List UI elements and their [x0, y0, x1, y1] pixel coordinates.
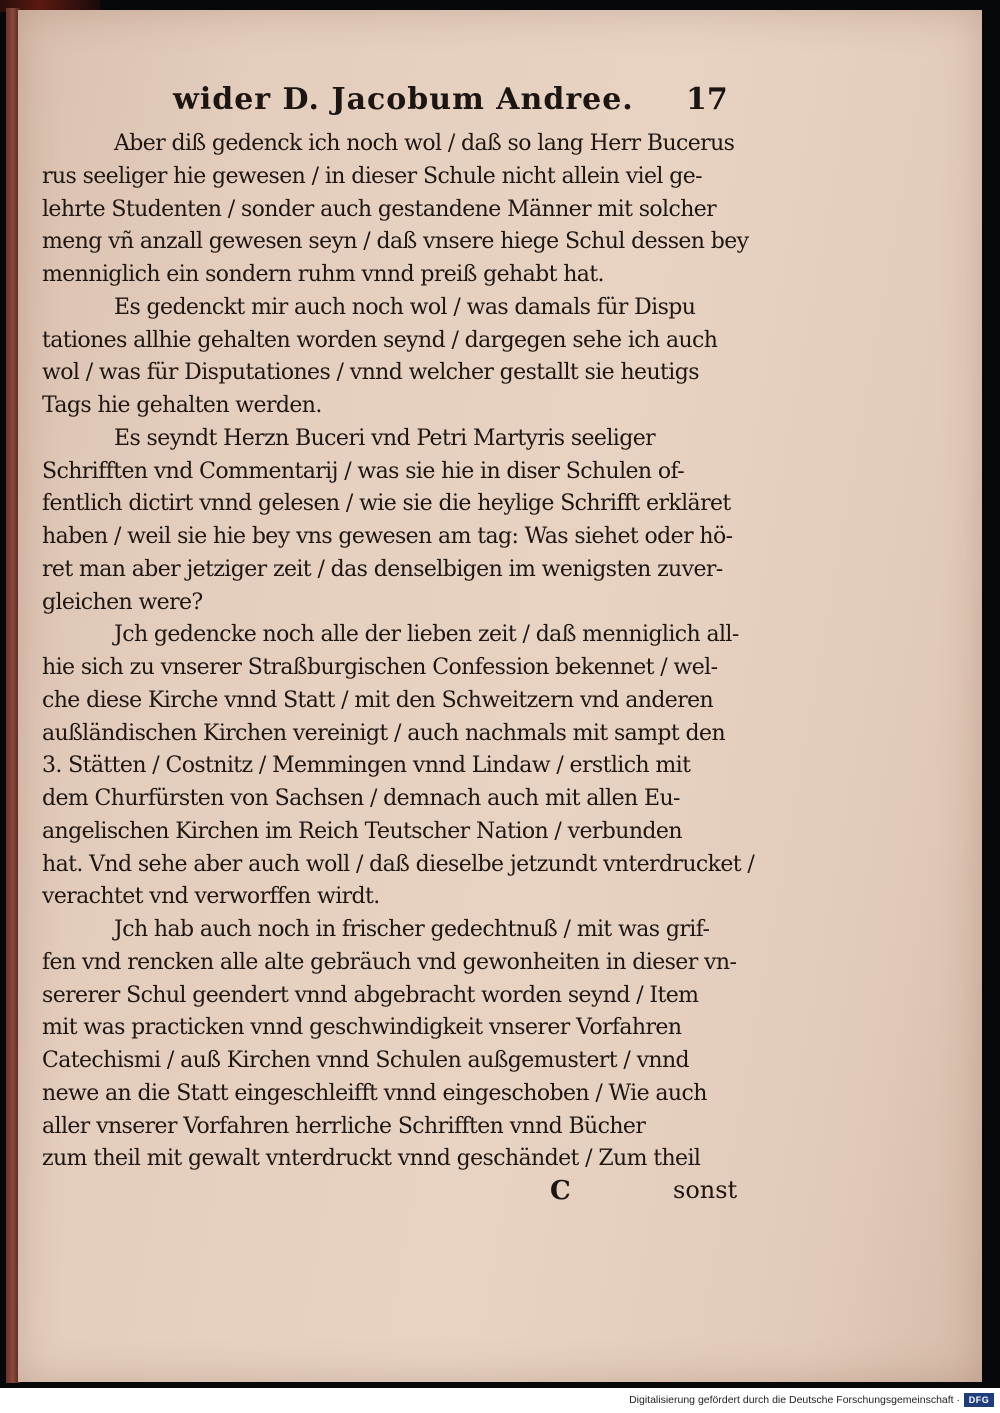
text-line: menniglich ein sondern ruhm vnnd preiß gehabt hat. — [42, 262, 604, 287]
text-line: mit was practicken vnnd geschwindigkeit vnserer Vorfahren — [42, 1015, 682, 1041]
page-number: 17 — [686, 82, 728, 117]
text-line: Tags hie gehalten werden. — [42, 393, 322, 418]
text-line: tationes allhie gehalten worden seynd / dargegen sehe ich auch — [42, 327, 718, 353]
text-line: hat. Vnd sehe aber auch woll / daß dieselbe jetzundt vnterdrucket / — [42, 851, 755, 877]
text-line: Schrifften vnd Commentarij / was sie hie in diser Schulen of- — [42, 458, 685, 484]
text-line: dem Churfürsten von Sachsen / demnach auch mit allen Eu- — [42, 786, 680, 811]
text-line: Jch hab auch noch in frischer gedechtnuß / mit was grif- — [114, 917, 710, 942]
text-line: wol / was für Disputationes / vnnd welcher gestallt sie heutigs — [42, 360, 699, 386]
text-line: außländischen Kirchen vereinigt / auch nachmals mit sampt den — [42, 720, 726, 746]
text-line: 3. Stätten / Costnitz / Memmingen vnnd Lindaw / erstlich mit — [42, 753, 691, 779]
text-line: zum theil mit gewalt vnterdruckt vnnd geschändet / Zum theil — [42, 1146, 701, 1172]
text-line: Aber diß gedenck ich noch wol / daß so lang Herr Bucerus — [114, 131, 735, 156]
book-page — [18, 10, 982, 1382]
text-line: lehrte Studenten / sonder auch gestandene Männer mit solcher — [42, 196, 717, 222]
page-foot — [18, 1176, 982, 1212]
text-line: Es gedenckt mir auch noch wol / was damals für Dispu — [114, 294, 696, 320]
text-line: fen vnd rencken alle alte gebräuch vnd gewonheiten in dieser vn- — [42, 949, 737, 975]
running-title: wider D. Jacobum Andree. — [173, 82, 634, 117]
body-text — [42, 128, 755, 1176]
text-line: meng vñ anzall gewesen seyn / daß vnsere hiege Schul dessen bey — [42, 229, 749, 255]
text-line: ret man aber jetziger zeit / das denselbigen im wenigsten zuver- — [42, 556, 723, 582]
viewer-footer — [0, 1388, 1000, 1413]
text-line: verachtet vnd verworffen wirdt. — [42, 884, 380, 910]
text-line: Jch gedencke noch alle der lieben zeit / daß menniglich all- — [114, 622, 739, 648]
funding-credit: Digitalisierung gefördert durch die Deutsche Forschungsgemeinschaft · — [629, 1394, 960, 1406]
text-line: Catechismi / auß Kirchen vnnd Schulen außgemustert / vnnd — [42, 1048, 690, 1073]
text-line: che diese Kirche vnnd Statt / mit den Schweitzern vnd anderen — [42, 687, 714, 713]
running-head — [18, 82, 982, 134]
text-line: aller vnserer Vorfahren herrliche Schrifften vnnd Bücher — [42, 1113, 646, 1139]
text-line: fentlich dictirt vnnd gelesen / wie sie die heylige Schrifft erkläret — [42, 491, 731, 517]
text-line: hie sich zu vnserer Straßburgischen Confession bekennet / wel- — [42, 655, 718, 680]
catchword: sonst — [673, 1176, 738, 1204]
text-line: newe an die Statt eingeschleifft vnnd eingeschoben / Wie auch — [42, 1080, 707, 1106]
text-line: gleichen were? — [42, 589, 203, 615]
signature-mark: C — [550, 1176, 571, 1206]
text-line: Es seyndt Herzn Buceri vnd Petri Martyris seeliger — [114, 425, 656, 451]
text-line: sererer Schul geendert vnnd abgebracht worden seynd / Item — [42, 982, 699, 1008]
dfg-logo-icon: DFG — [964, 1393, 994, 1407]
text-line: rus seeliger hie gewesen / in dieser Schule nicht allein viel ge- — [42, 163, 702, 189]
text-line: angelischen Kirchen im Reich Teutscher Nation / verbunden — [42, 818, 682, 844]
text-line: haben / weil sie hie bey vns gewesen am tag: Was siehet oder hö- — [42, 524, 733, 549]
